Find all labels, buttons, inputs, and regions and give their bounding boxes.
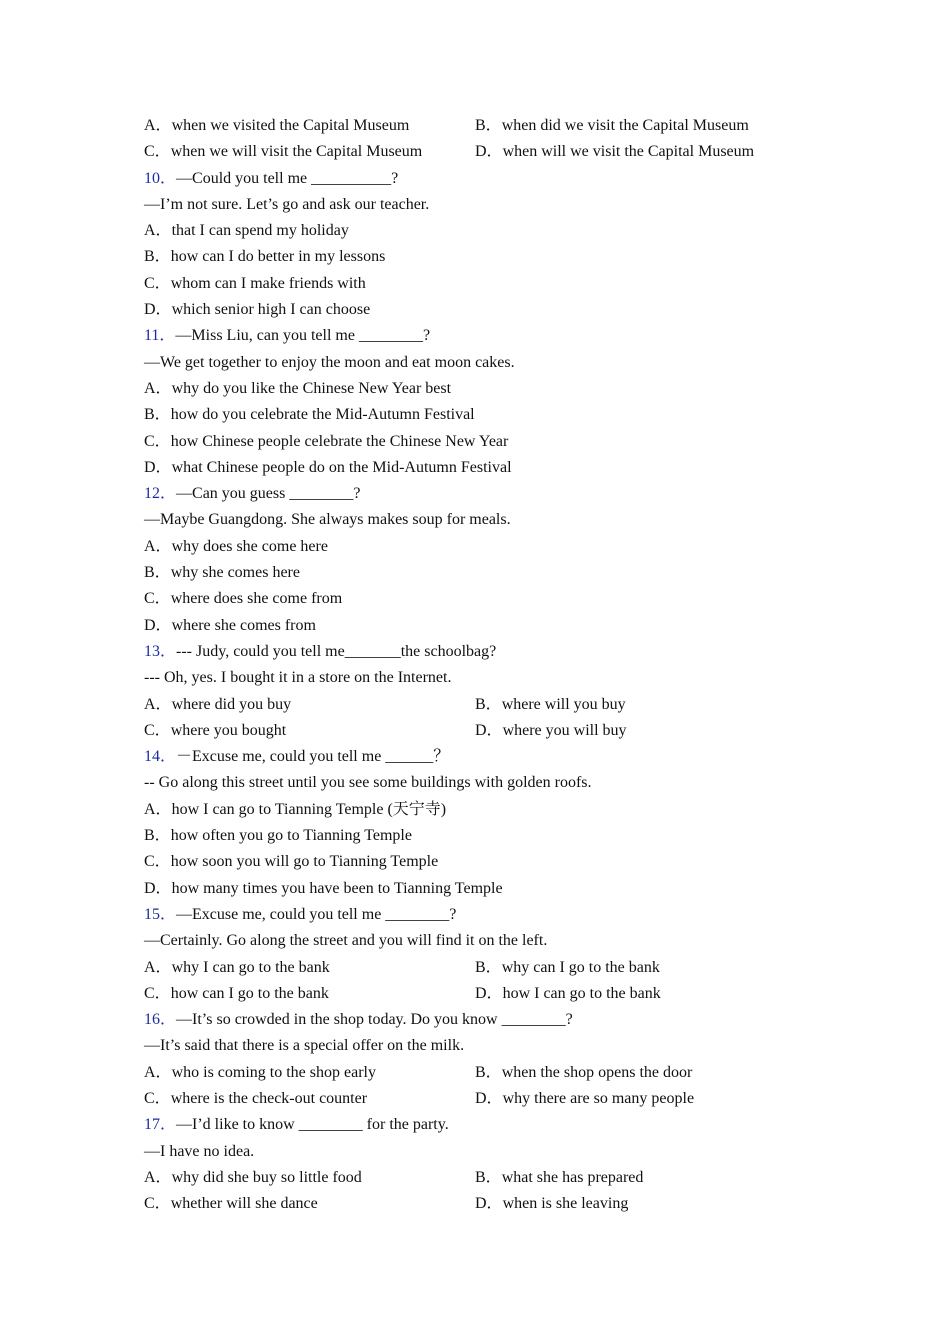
- q14-option-d: D．how many times you have been to Tianning Temple: [144, 879, 503, 897]
- q17-reply: —I have no idea.: [144, 1142, 255, 1160]
- q9-options-row-2: [144, 139, 824, 165]
- q11-option-d: D．what Chinese people do on the Mid-Autumn Festival: [144, 458, 512, 476]
- question-number: 14．: [144, 748, 177, 766]
- q10-option-c: C．whom can I make friends with: [144, 274, 366, 292]
- question-list: [144, 113, 824, 1217]
- q9-option-c: C．when we will visit the Capital Museum: [144, 143, 423, 161]
- q16-options-row-1: [144, 1060, 824, 1086]
- q13-options-row-2: [144, 718, 824, 744]
- q9-option-b: B．when did we visit the Capital Museum: [475, 117, 749, 134]
- q14-prompt: 14．－Excuse me, could you tell me ______？: [144, 748, 450, 766]
- q15-option-a: A．why I can go to the bank: [144, 958, 330, 976]
- q14-option-c: C．how soon you will go to Tianning Temple: [144, 853, 439, 871]
- q13-option-c: C．where you bought: [144, 721, 287, 739]
- question-number: 17．: [144, 1116, 177, 1134]
- q17-prompt: 17．—I’d like to know ________ for the party.: [144, 1116, 449, 1134]
- q11-option-c: C．how Chinese people celebrate the Chinese New Year: [144, 432, 509, 450]
- q13-prompt: 13．--- Judy, could you tell me_______the schoolbag?: [144, 642, 497, 660]
- q14-option-b: B．how often you go to Tianning Temple: [144, 827, 412, 845]
- q10-option-a: A．that I can spend my holiday: [144, 222, 349, 240]
- question-number: 16．: [144, 1011, 177, 1029]
- q15-option-b: B．why can I go to the bank: [475, 958, 660, 976]
- q17-option-d: D．when is she leaving: [475, 1195, 629, 1213]
- q15-option-c: C．how can I go to the bank: [144, 984, 329, 1002]
- q15-options-row-2: [144, 981, 824, 1007]
- q16-reply: —It’s said that there is a special offer on the milk.: [144, 1037, 465, 1055]
- q11-option-b: B．how do you celebrate the Mid-Autumn Festival: [144, 406, 475, 424]
- q10-option-b: B．how can I do better in my lessons: [144, 248, 386, 266]
- q15-option-d: D．how I can go to the bank: [475, 984, 661, 1002]
- q11-option-a: A．why do you like the Chinese New Year best: [144, 379, 452, 397]
- q16-option-d: D．why there are so many people: [475, 1089, 695, 1107]
- q11-reply: —We get together to enjoy the moon and eat moon cakes.: [144, 353, 515, 371]
- q14-option-a: A．how I can go to Tianning Temple (天宁寺): [144, 800, 447, 818]
- q13-reply: --- Oh, yes. I bought it in a store on the Internet.: [144, 669, 452, 687]
- question-number: 15．: [144, 905, 177, 923]
- q14-reply: -- Go along this street until you see some buildings with golden roofs.: [144, 774, 592, 792]
- q17-option-c: C．whether will she dance: [144, 1195, 318, 1213]
- q10-prompt: 10．—Could you tell me __________?: [144, 169, 399, 187]
- q9-options-row-1: [144, 113, 824, 139]
- q12-option-b: B．why she comes here: [144, 564, 300, 582]
- q10-reply: —I’m not sure. Let’s go and ask our teacher.: [144, 195, 430, 213]
- q11-prompt: 11．—Miss Liu, can you tell me ________?: [144, 327, 431, 345]
- q13-option-b: B．where will you buy: [475, 695, 626, 713]
- q15-prompt: 15．—Excuse me, could you tell me ________?: [144, 905, 457, 923]
- q9-option-a: A．when we visited the Capital Museum: [144, 117, 410, 134]
- q17-options-row-2: [144, 1191, 824, 1217]
- q13-option-d: D．where you will buy: [475, 721, 627, 739]
- q15-reply: —Certainly. Go along the street and you will find it on the left.: [144, 932, 548, 950]
- q17-option-b: B．what she has prepared: [475, 1168, 644, 1186]
- q12-option-d: D．where she comes from: [144, 616, 316, 634]
- question-number: 11．: [144, 327, 176, 345]
- q17-option-a: A．why did she buy so little food: [144, 1168, 362, 1186]
- q15-options-row-1: [144, 955, 824, 981]
- q16-prompt: 16．—It’s so crowded in the shop today. Do you know ________?: [144, 1011, 573, 1029]
- q9-option-d: D．when will we visit the Capital Museum: [475, 143, 755, 161]
- question-number: 12．: [144, 485, 177, 503]
- q12-prompt: 12．—Can you guess ________?: [144, 485, 361, 503]
- q12-reply: —Maybe Guangdong. She always makes soup for meals.: [144, 511, 511, 529]
- q13-options-row-1: [144, 692, 824, 718]
- q12-option-a: A．why does she come here: [144, 537, 328, 555]
- question-number: 13．: [144, 642, 177, 660]
- q10-option-d: D．which senior high I can choose: [144, 301, 371, 319]
- q13-option-a: A．where did you buy: [144, 695, 292, 713]
- q16-options-row-2: [144, 1086, 824, 1112]
- q16-option-b: B．when the shop opens the door: [475, 1063, 693, 1081]
- q12-option-c: C．where does she come from: [144, 590, 343, 608]
- q17-options-row-1: [144, 1165, 824, 1191]
- q16-option-a: A．who is coming to the shop early: [144, 1063, 376, 1081]
- q16-option-c: C．where is the check-out counter: [144, 1089, 368, 1107]
- question-number: 10．: [144, 169, 177, 187]
